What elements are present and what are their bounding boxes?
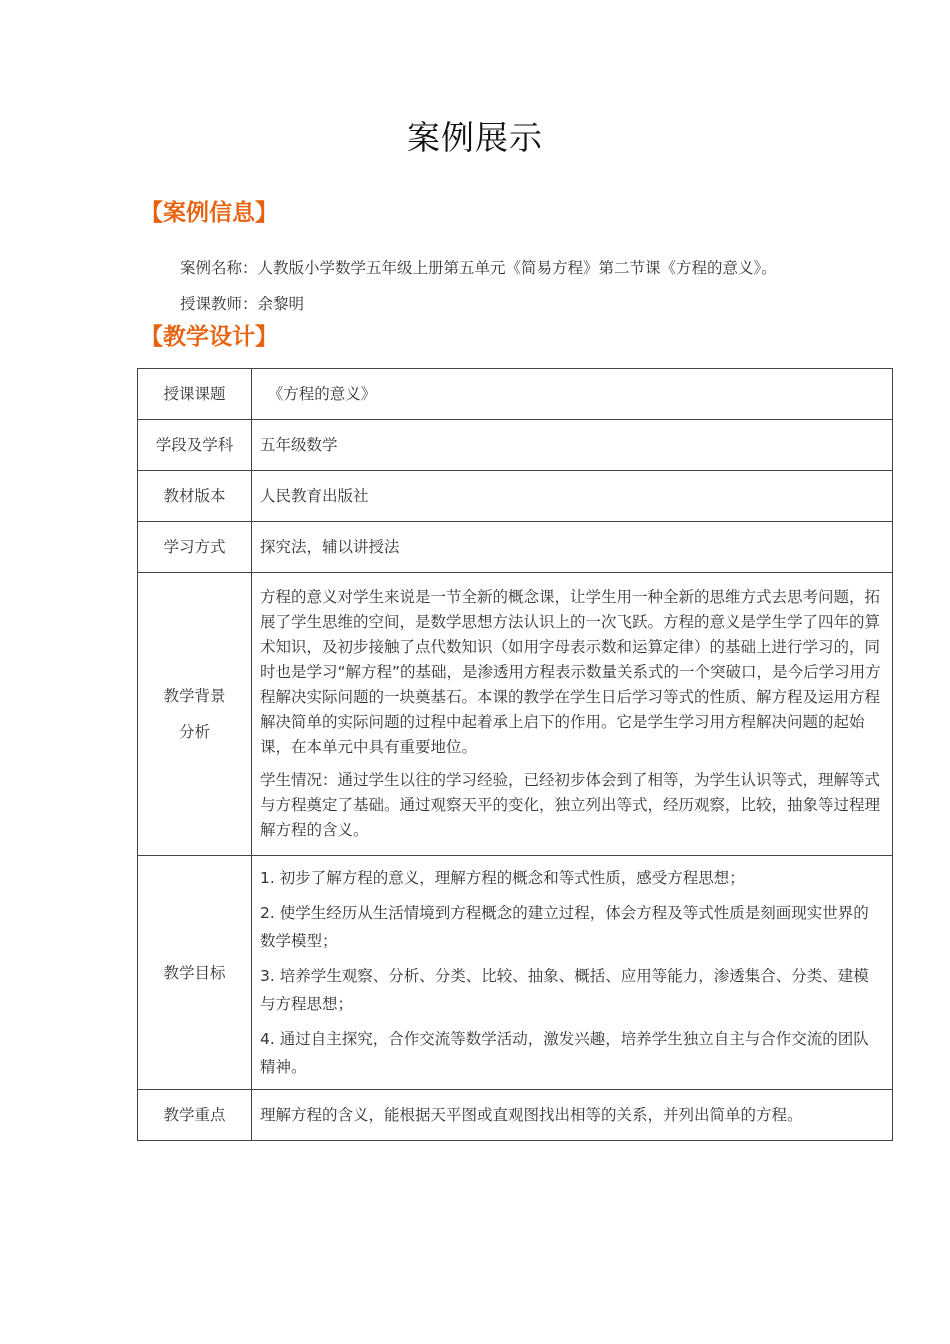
key-point-label: 教学重点 bbox=[138, 1090, 252, 1141]
background-label-line2: 分析 bbox=[178, 723, 210, 741]
key-point-value: 理解方程的含义，能根据天平图或直观图找出相等的关系，并列出简单的方程。 bbox=[252, 1090, 893, 1141]
row-value: 五年级数学 bbox=[252, 420, 893, 471]
row-label: 学段及学科 bbox=[138, 420, 252, 471]
row-value: 《方程的意义》 bbox=[252, 369, 893, 420]
goals-label: 教学目标 bbox=[138, 856, 252, 1090]
background-label bbox=[138, 573, 252, 856]
page-title: 案例展示 bbox=[407, 118, 543, 157]
teacher-line: 授课教师：余黎明 bbox=[180, 295, 305, 313]
teaching-design-table bbox=[137, 368, 893, 1141]
table-row-key-point bbox=[138, 1090, 893, 1141]
goal-item: 1. 初步了解方程的意义，理解方程的概念和等式性质，感受方程思想； bbox=[260, 869, 745, 887]
goal-item: 2. 使学生经历从生活情境到方程概念的建立过程，体会方程及等式性质是刻画现实世界的数学模型； bbox=[260, 904, 869, 950]
goals-value bbox=[252, 856, 893, 1090]
table-row bbox=[138, 420, 893, 471]
row-value: 探究法，辅以讲授法 bbox=[252, 522, 893, 573]
table-row-background bbox=[138, 573, 893, 856]
table-row-goals bbox=[138, 856, 893, 1090]
case-name-line: 案例名称：人教版小学数学五年级上册第五单元《简易方程》第二节课《方程的意义》。 bbox=[180, 259, 777, 277]
background-paragraph: 方程的意义对学生来说是一节全新的概念课，让学生用一种全新的思维方式去思考问题，拓展了学生思维的空间，是数学思想方法认识上的一次飞跃。方程的意义是学生学了四年的算术知识，及初步接触了点代数知识（如用字母表示数和运算定律）的基础上进行学习的，同时也是学习“解方程”的基础，是渗透用方程表示数量关系式的一个突破口，是今后学习用方程解决实际问题的一块奠基石。本课的教学在学生日后学习等式的性质、解方程及运用方程解决简单的实际问题的过程中起着承上启下的作用。它是学生学习用方程解决问题的起始课，在本单元中具有重要地位。 bbox=[260, 588, 881, 756]
row-label: 学习方式 bbox=[138, 522, 252, 573]
row-value: 人民教育出版社 bbox=[252, 471, 893, 522]
table-row bbox=[138, 522, 893, 573]
row-label: 授课课题 bbox=[138, 369, 252, 420]
goal-item: 4. 通过自主探究，合作交流等数学活动，激发兴趣，培养学生独立自主与合作交流的团队精神。 bbox=[260, 1030, 869, 1076]
table-row bbox=[138, 369, 893, 420]
student-situation-paragraph: 学生情况：通过学生以往的学习经验，已经初步体会到了相等，为学生认识等式，理解等式与方程奠定了基础。通过观察天平的变化，独立列出等式，经历观察，比较，抽象等过程理解方程的含义。 bbox=[260, 771, 881, 839]
row-label: 教材版本 bbox=[138, 471, 252, 522]
case-info-heading: 【案例信息】 bbox=[140, 200, 278, 226]
teaching-design-heading: 【教学设计】 bbox=[140, 324, 278, 350]
background-value bbox=[252, 573, 893, 856]
goal-item: 3. 培养学生观察、分析、分类、比较、抽象、概括、应用等能力，渗透集合、分类、建模与方程思想； bbox=[260, 967, 869, 1013]
background-label-line1: 教学背景 bbox=[163, 687, 226, 705]
table-row bbox=[138, 471, 893, 522]
